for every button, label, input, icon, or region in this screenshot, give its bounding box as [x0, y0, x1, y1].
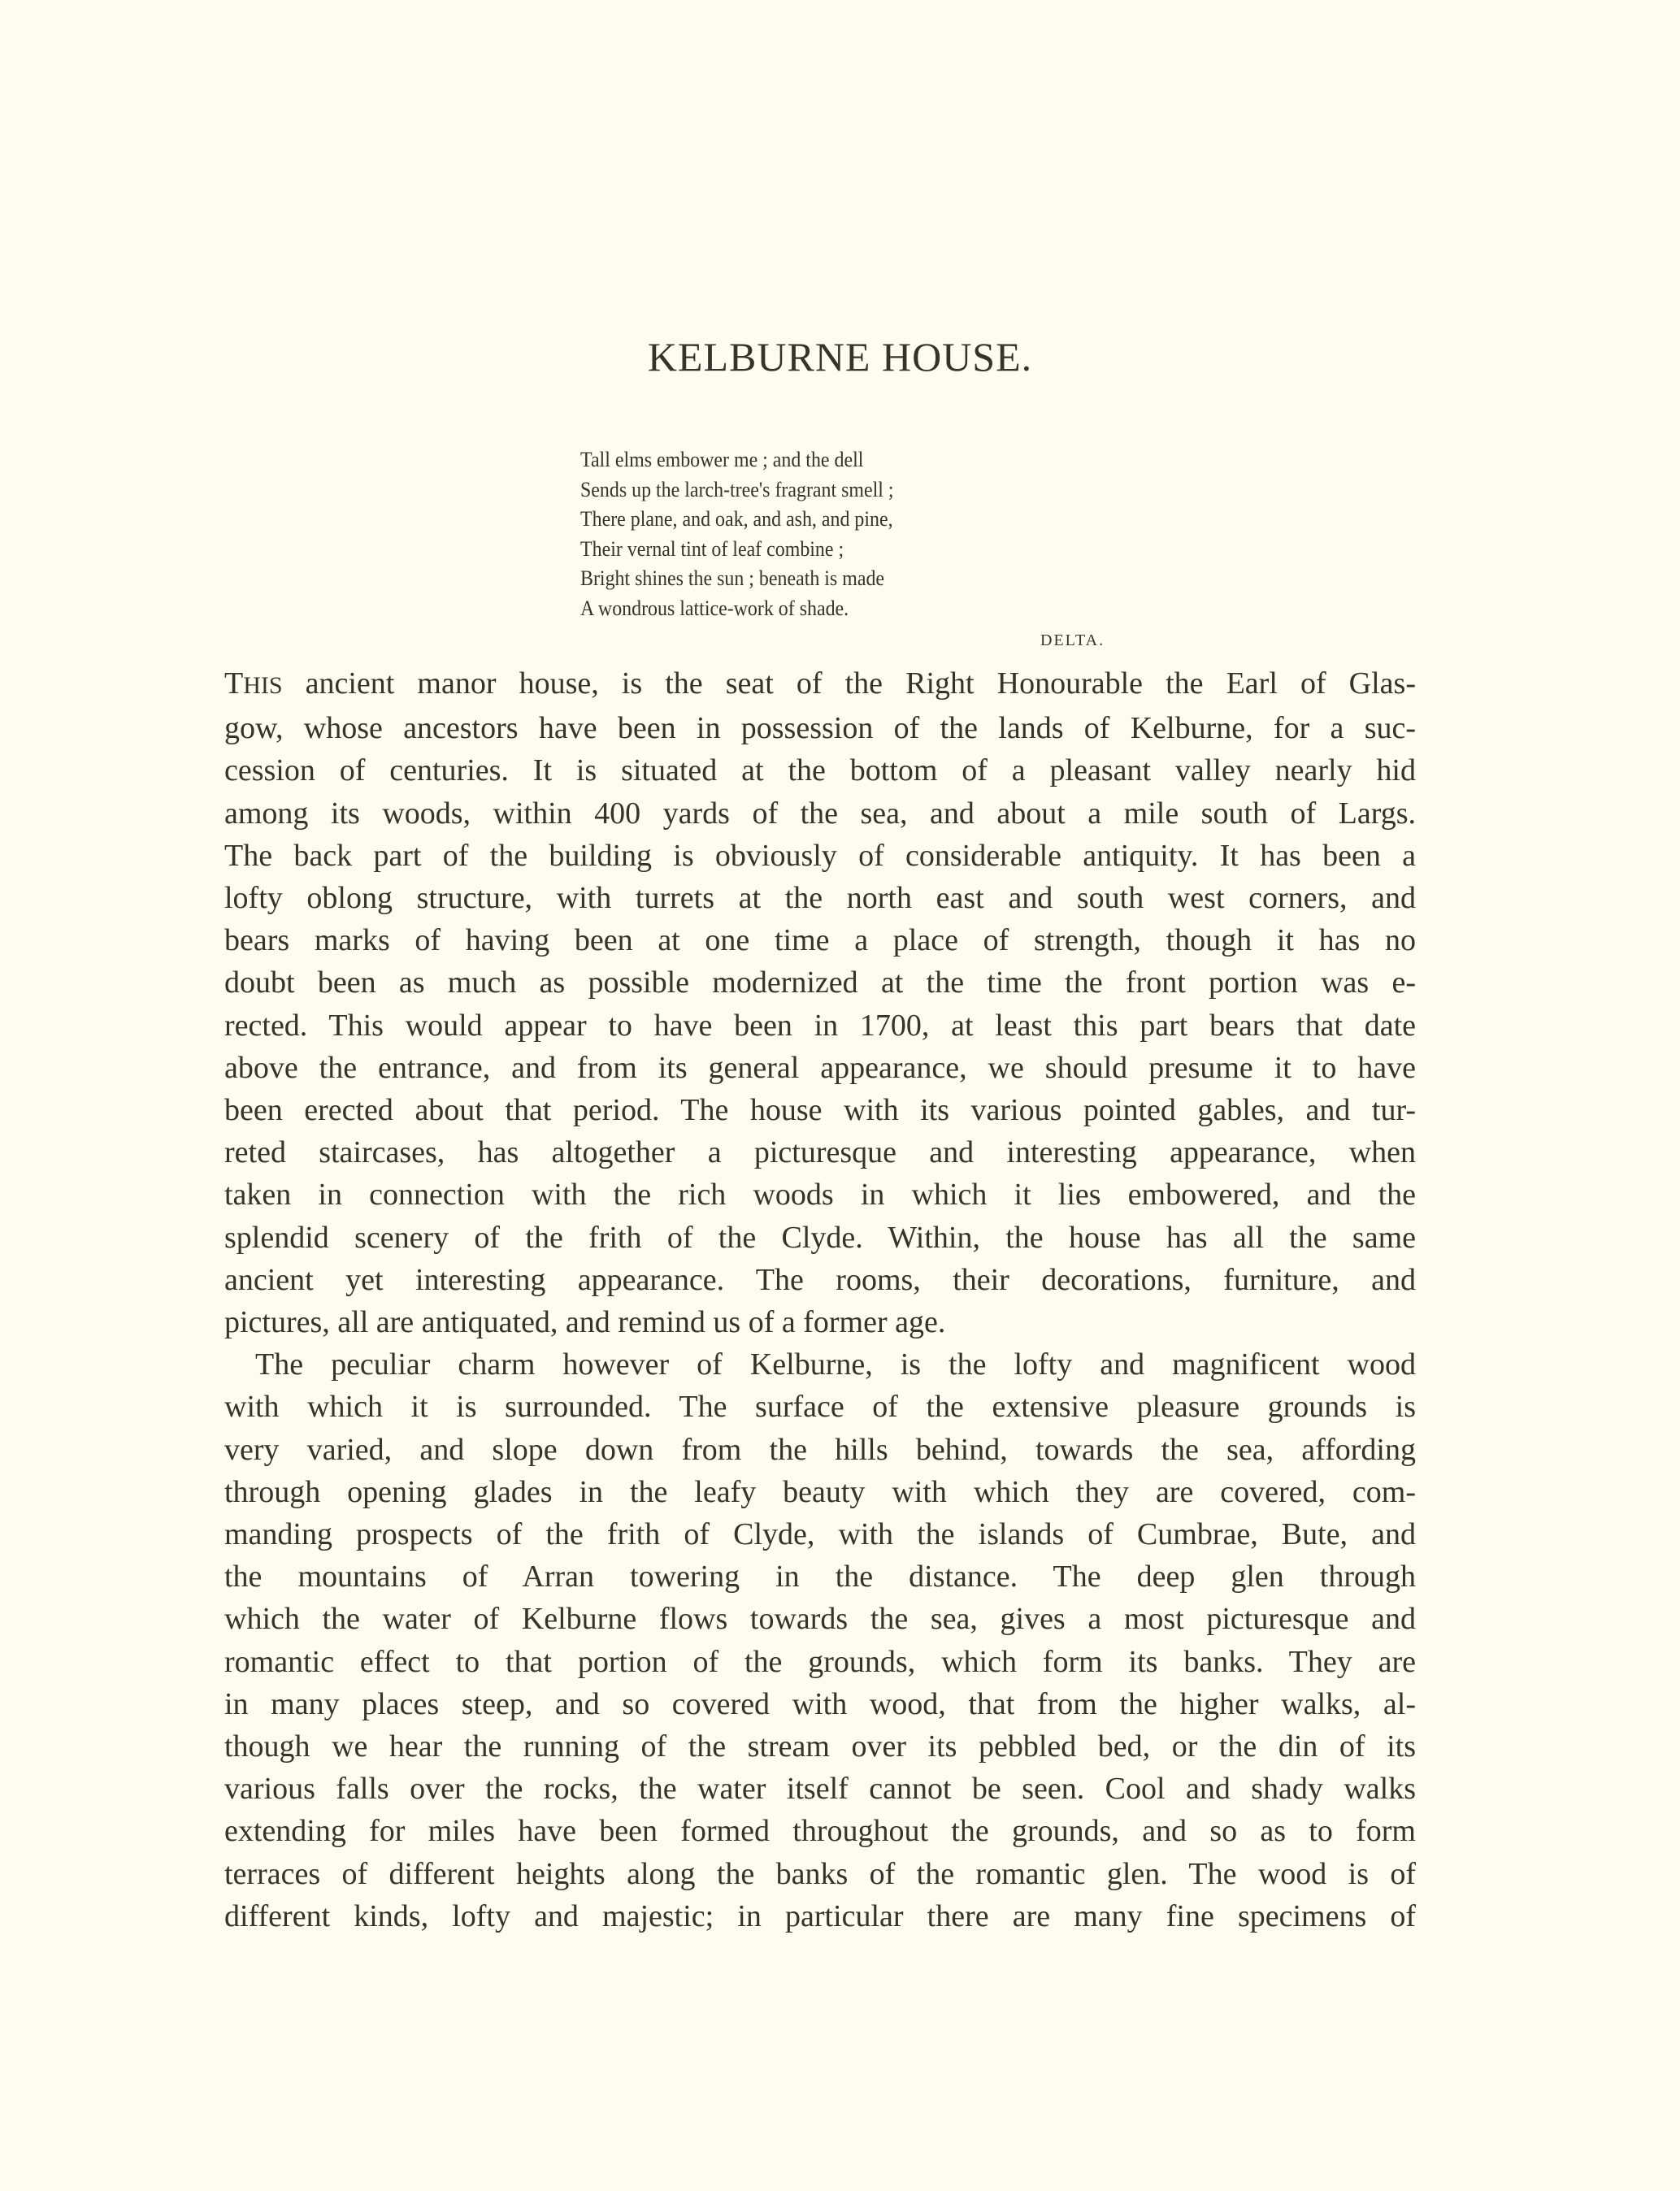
- body-line: pictures, all are antiquated, and remind us of a former age.: [224, 1305, 946, 1340]
- body-line: though we hear the running of the stream over its pebbled bed, or the din of its: [224, 1729, 1416, 1764]
- body-text: [224, 662, 1416, 1937]
- drop-initial: T: [224, 666, 244, 701]
- body-line: cession of centuries. It is situated at the bottom of a pleasant valley nearly hid: [224, 753, 1416, 788]
- body-line: gow, whose ancestors have been in possession of the lands of Kelburne, for a suc-: [224, 711, 1416, 746]
- paragraph-2: [224, 1343, 1416, 1937]
- poem-line: A wondrous lattice-work of shade.: [580, 596, 849, 620]
- body-line: the mountains of Arran towering in the distance. The deep glen through: [224, 1560, 1416, 1594]
- body-line: manding prospects of the frith of Clyde, with the islands of Cumbrae, Bute, and: [224, 1517, 1416, 1552]
- body-line: The back part of the building is obviously of considerable antiquity. It has been a: [224, 838, 1416, 873]
- poem-line: Sends up the larch-tree's fragrant smell ;: [580, 477, 894, 501]
- body-line-text: ancient manor house, is the seat of the Right Honourable the Earl of Glas-: [282, 666, 1416, 701]
- body-line: bears marks of having been at one time a place of strength, though it has no: [224, 923, 1416, 958]
- body-line: which the water of Kelburne flows towards the sea, gives a most picturesque and: [224, 1602, 1416, 1637]
- body-line: rected. This would appear to have been in 1700, at least this part bears that date: [224, 1008, 1416, 1043]
- small-caps-word: HIS: [243, 672, 283, 699]
- body-line: different kinds, lofty and majestic; in particular there are many fine specimens of: [224, 1898, 1416, 1933]
- body-line: The peculiar charm however of Kelburne, is the lofty and magnificent wood: [255, 1347, 1416, 1382]
- body-line: romantic effect to that portion of the grounds, which form its banks. They are: [224, 1644, 1416, 1679]
- body-line: very varied, and slope down from the hills behind, towards the sea, affording: [224, 1432, 1416, 1467]
- body-line: lofty oblong structure, with turrets at the north east and south west corners, and: [224, 881, 1416, 916]
- body-line: taken in connection with the rich woods in which it lies embowered, and the: [224, 1178, 1416, 1213]
- poem-line: Bright shines the sun ; beneath is made: [580, 566, 885, 590]
- body-line: splendid scenery of the frith of the Clyde. Within, the house has all the same: [224, 1220, 1416, 1255]
- poem-attribution: DELTA.: [1040, 631, 1105, 649]
- body-line: [224, 662, 1416, 707]
- body-line: ancient yet interesting appearance. The rooms, their decorations, furniture, and: [224, 1262, 1416, 1297]
- body-line: above the entrance, and from its general appearance, we should presume it to have: [224, 1050, 1416, 1085]
- body-line: various falls over the rocks, the water itself cannot be seen. Cool and shady walks: [224, 1772, 1416, 1807]
- poem-line: There plane, and oak, and ash, and pine,: [580, 507, 893, 531]
- body-line: among its woods, within 400 yards of the sea, and about a mile south of Largs.: [224, 796, 1416, 831]
- page-title: KELBURNE HOUSE.: [647, 334, 1033, 380]
- epigraph-poem: [580, 445, 894, 623]
- body-line: extending for miles have been formed throughout the grounds, and so as to form: [224, 1814, 1416, 1849]
- body-line: been erected about that period. The house with its various pointed gables, and tur-: [224, 1093, 1416, 1128]
- body-line: in many places steep, and so covered with wood, that from the higher walks, al-: [224, 1686, 1416, 1721]
- body-line: through opening glades in the leafy beauty with which they are covered, com-: [224, 1474, 1416, 1509]
- body-line: terraces of different heights along the banks of the romantic glen. The wood is of: [224, 1856, 1416, 1891]
- poem-line: Their vernal tint of leaf combine ;: [580, 536, 844, 561]
- body-line: doubt been as much as possible modernized at the time the front portion was e-: [224, 965, 1416, 1000]
- paragraph-1: [224, 707, 1416, 1343]
- poem-line: Tall elms embower me ; and the dell: [580, 448, 864, 471]
- body-line: reted staircases, has altogether a picturesque and interesting appearance, when: [224, 1135, 1416, 1170]
- body-line: with which it is surrounded. The surface of the extensive pleasure grounds is: [224, 1390, 1416, 1425]
